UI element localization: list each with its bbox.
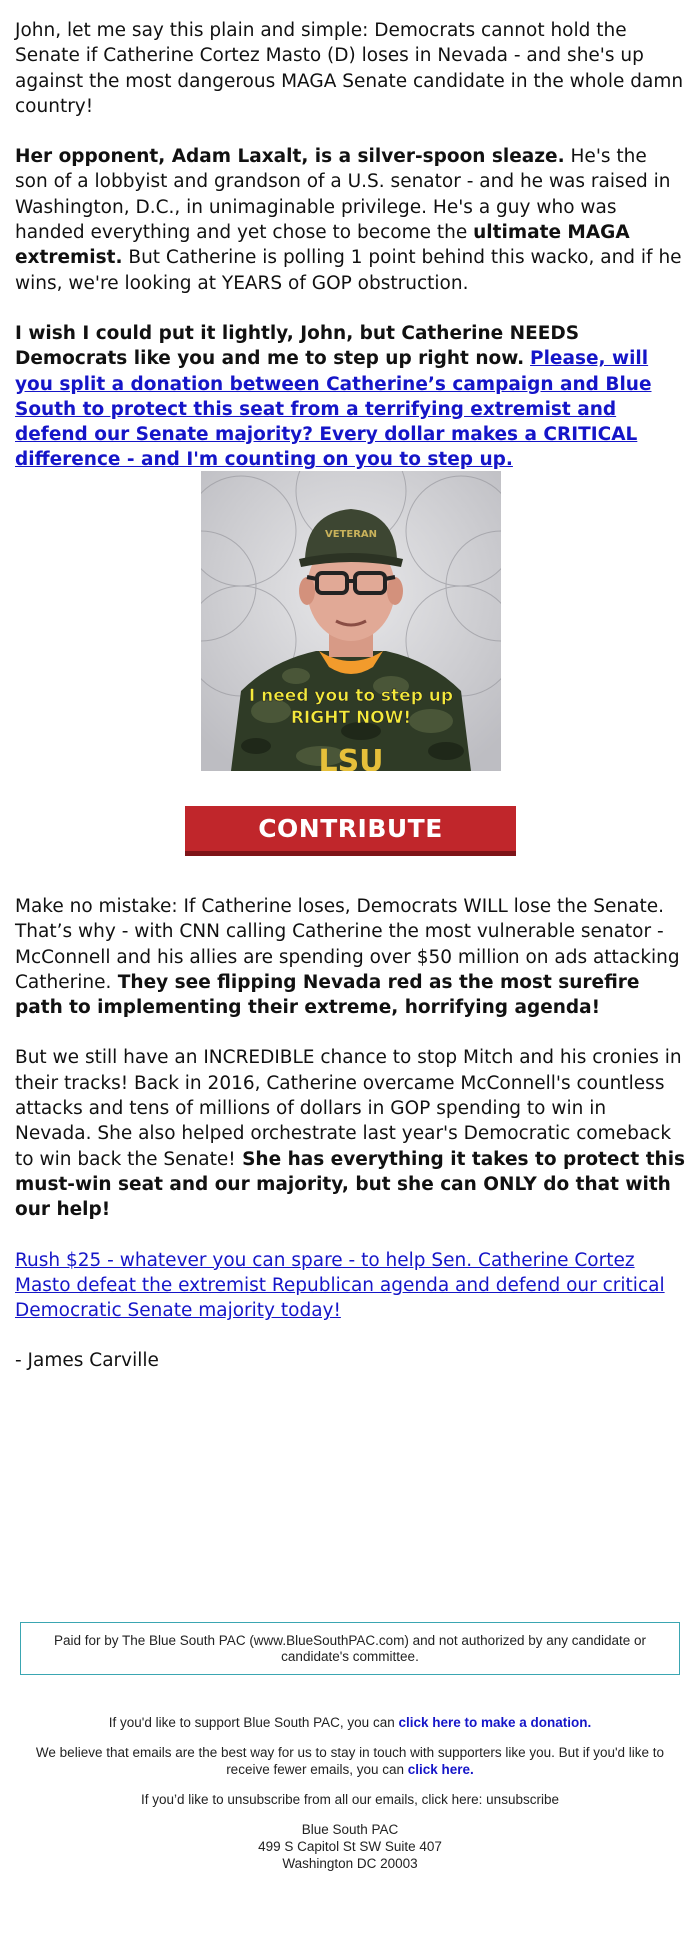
footer-support — [20, 1714, 680, 1731]
support-text: If you'd like to support Blue South PAC, you can — [108, 1715, 399, 1730]
contribute-button[interactable]: CONTRIBUTE — [185, 806, 516, 856]
letter-body-bottom — [15, 894, 687, 1399]
unsubscribe-link[interactable]: unsubscribe — [486, 1792, 559, 1807]
image-caption-line1: I need you to step up — [248, 686, 454, 706]
stakes-text: Make no mistake: If Catherine loses, Democrats WILL lose the Senate. That’s why - with CNN calling Catherine the most vulnerable senator - McConnell and his allies are spending over $50 million on ads attacking Catherine. — [15, 896, 680, 993]
address-line1: 499 S Capitol St SW Suite 407 — [258, 1839, 442, 1854]
email-footer — [20, 1714, 680, 1885]
address-line2: Washington DC 20003 — [282, 1856, 418, 1871]
chance-text: But we still have an INCREDIBLE chance to stop Mitch and his cronies in their tracks! Back in 2016, Catherine overcame McConnell's countless attacks and tens of millions of dollars in GOP spending to win in Nevada. She also helped orchestrate last year's Democratic comeback to win back the Senate! — [15, 1047, 682, 1170]
shirt-text: LSU — [318, 744, 384, 771]
paragraph-opponent — [15, 144, 685, 296]
paid-for-disclaimer: Paid for by The Blue South PAC (www.BlueSouthPAC.com) and not authorized by any candidate or candidate's committee. — [20, 1622, 680, 1675]
carville-image[interactable] — [201, 471, 501, 771]
fewer-text: We believe that emails are the best way for us to stay in touch with supporters like you. But if you'd like to receive fewer emails, you can — [35, 1745, 665, 1777]
image-caption-line2: RIGHT NOW! — [290, 708, 412, 728]
opponent-text-end: But Catherine is polling 1 point behind this wacko, and if he wins, we're looking at YEARS of GOP obstruction. — [15, 247, 682, 294]
signature: - James Carville — [15, 1350, 159, 1372]
paragraph-chance — [15, 1045, 687, 1222]
footer-fewer-emails — [20, 1744, 680, 1778]
paragraph-stakes — [15, 894, 687, 1020]
footer-address — [20, 1821, 680, 1872]
unsub-text: If you’d like to unsubscribe from all our emails, click here: — [141, 1792, 487, 1807]
paragraph-rush — [15, 1248, 687, 1324]
paragraph-intro: John, let me say this plain and simple: Democrats cannot hold the Senate if Catherine Cortez Masto (D) loses in Nevada - and she's up against the most dangerous MAGA Senate candidate in the whole damn country! — [15, 20, 684, 117]
donation-link-split[interactable]: Please, will you split a donation between Catherine’s campaign and Blue South to protect this seat from a terrifying extremist and defend our Senate majority? Every dollar makes a CRITICAL difference - and I'm counting on you to step up. — [15, 348, 652, 471]
cap-text: VETERAN — [324, 529, 378, 540]
donation-link-rush[interactable]: Rush $25 - whatever you can spare - to help Sen. Catherine Cortez Masto defeat the extremist Republican agenda and defend our critical Democratic Senate majority today! — [15, 1249, 665, 1322]
ask-bold: I wish I could put it lightly, John, but Catherine NEEDS Democrats like you and me to step up right now. — [15, 322, 580, 370]
extremist-bold: ultimate MAGA extremist. — [15, 222, 630, 269]
donation-link-footer[interactable]: click here to make a donation. — [398, 1715, 592, 1730]
letter-body-top — [15, 18, 685, 498]
stakes-bold: They see flipping Nevada red as the most surefire path to implementing their extreme, horrifying agenda! — [15, 971, 640, 1019]
paragraph-ask — [15, 321, 685, 473]
footer-unsubscribe — [20, 1791, 680, 1808]
opponent-bold: Her opponent, Adam Laxalt, is a silver-spoon sleaze. — [15, 146, 565, 168]
chance-bold: She has everything it takes to protect this must-win seat and our majority, but she can ONLY do that with our help! — [15, 1148, 686, 1221]
org-name: Blue South PAC — [301, 1822, 399, 1837]
fewer-emails-link[interactable]: click here. — [407, 1762, 474, 1777]
opponent-text: He's the son of a lobbyist and grandson of a U.S. senator - and he was raised in Washington, D.C., in unimaginable privilege. He's a guy who was handed everything and yet chose to become the — [15, 146, 671, 244]
carville-photo — [201, 471, 501, 771]
